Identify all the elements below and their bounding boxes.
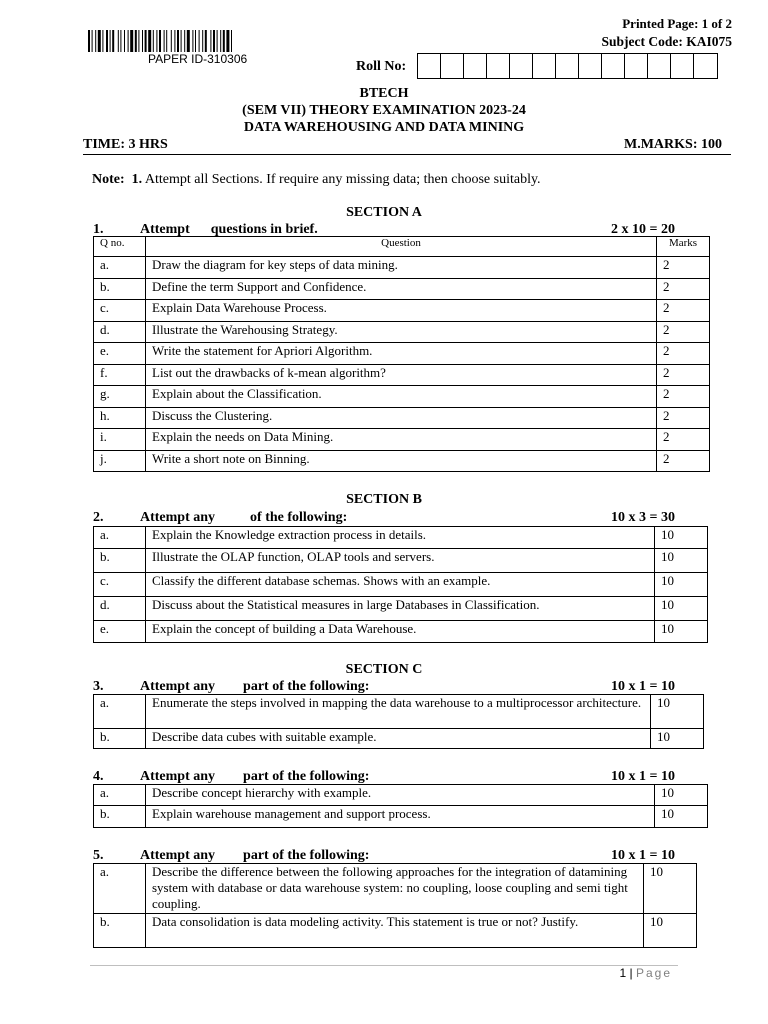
question-marks-cell: 2: [657, 321, 710, 343]
roll-no-digit-box[interactable]: [579, 54, 602, 78]
table-row: [94, 597, 708, 621]
question-letter: a.: [94, 864, 146, 914]
section-a-table: [93, 236, 710, 472]
question-text: Enumerate the steps involved in mapping the data warehouse to a multiprocessor architecture.: [146, 695, 651, 729]
question-text: Discuss about the Statistical measures in large Databases in Classification.: [146, 597, 655, 621]
question-text: Write a short note on Binning.: [146, 450, 657, 472]
question-text: Explain the Knowledge extraction process in details.: [146, 527, 655, 549]
question-letter: e.: [94, 621, 146, 643]
question-marks-cell: 2: [657, 386, 710, 408]
question-marks-cell: 2: [657, 364, 710, 386]
question-text: Write the statement for Apriori Algorithm.: [146, 343, 657, 365]
question-letter: c.: [94, 573, 146, 597]
question-instruction: Attempt any part of the following:: [140, 679, 370, 694]
question-marks-cell: 10: [644, 864, 697, 914]
table-row: [94, 806, 708, 828]
question-letter: e.: [94, 343, 146, 365]
question-letter: g.: [94, 386, 146, 408]
question-number: 4.: [93, 769, 104, 784]
barcode-image: [88, 30, 318, 52]
table-row: [94, 278, 710, 300]
table-row: [94, 257, 710, 279]
footer-divider: [90, 965, 678, 966]
table-row: [94, 300, 710, 322]
section-b-table: [93, 526, 708, 643]
roll-no-digit-box[interactable]: [625, 54, 648, 78]
question-letter: b.: [94, 914, 146, 948]
question-letter: b.: [94, 729, 146, 749]
exam-subject: DATA WAREHOUSING AND DATA MINING: [243, 120, 525, 135]
question-letter: a.: [94, 257, 146, 279]
section-c-title: SECTION C: [345, 662, 423, 677]
paper-id: PAPER ID-310306: [148, 52, 248, 66]
question-marks-cell: 10: [655, 785, 708, 806]
question-letter: a.: [94, 785, 146, 806]
subject-code-label: Subject Code: KAI075: [601, 34, 732, 49]
question-text: Classify the different database schemas. Shows with an example.: [146, 573, 655, 597]
question-letter: b.: [94, 806, 146, 828]
question-letter: h.: [94, 407, 146, 429]
question-letter: d.: [94, 597, 146, 621]
question-marks: 10 x 1 = 10: [611, 848, 675, 863]
question-letter: c.: [94, 300, 146, 322]
question-text: Data consolidation is data modeling activity. This statement is true or not? Justify.: [146, 914, 644, 948]
roll-no-digit-box[interactable]: [510, 54, 533, 78]
question-text: Define the term Support and Confidence.: [146, 278, 657, 300]
question-marks-cell: 2: [657, 257, 710, 279]
question-letter: d.: [94, 321, 146, 343]
question-number: 3.: [93, 679, 104, 694]
question-text: Explain warehouse management and support process.: [146, 806, 655, 828]
note-number: 1.: [131, 172, 143, 187]
roll-no-digit-box[interactable]: [694, 54, 717, 78]
section-b-title: SECTION B: [346, 492, 422, 507]
roll-no-digit-box[interactable]: [648, 54, 671, 78]
question-marks-cell: 2: [657, 407, 710, 429]
footer-page-number: 1: [619, 966, 627, 980]
note-text: Attempt all Sections. If require any missing data; then choose suitably.: [144, 172, 541, 187]
table-row: [94, 914, 697, 948]
question-letter: f.: [94, 364, 146, 386]
table-row: [94, 429, 710, 451]
table-row: [94, 785, 708, 806]
roll-no-digit-box[interactable]: [418, 54, 441, 78]
table-row: [94, 695, 704, 729]
table-row: [94, 729, 704, 749]
roll-no-digit-box[interactable]: [533, 54, 556, 78]
question-text: Describe concept hierarchy with example.: [146, 785, 655, 806]
question-marks-cell: 2: [657, 278, 710, 300]
col-header-marks: Marks: [657, 237, 710, 257]
table-row: [94, 450, 710, 472]
question-number: 1.: [93, 222, 104, 237]
question-text: Describe the difference between the following approaches for the integration of datamining system with database or data warehouse system: no coupling, loose coupling and semi tight coupling.: [146, 864, 644, 914]
section-a-title: SECTION A: [346, 205, 422, 220]
table-row: [94, 386, 710, 408]
roll-no-digit-box[interactable]: [556, 54, 579, 78]
footer-separator: |: [629, 966, 633, 980]
roll-no-boxes[interactable]: [417, 53, 718, 79]
roll-no-digit-box[interactable]: [487, 54, 510, 78]
question-text: List out the drawbacks of k-mean algorithm?: [146, 364, 657, 386]
question-instruction: Attempt any part of the following:: [140, 848, 370, 863]
question-text: Explain the needs on Data Mining.: [146, 429, 657, 451]
header-divider: [83, 154, 731, 155]
question-text: Draw the diagram for key steps of data mining.: [146, 257, 657, 279]
question-letter: b.: [94, 278, 146, 300]
question-marks-cell: 2: [657, 450, 710, 472]
question-marks-cell: 10: [651, 729, 704, 749]
col-header-question: Question: [146, 237, 657, 257]
question-text: Explain Data Warehouse Process.: [146, 300, 657, 322]
question-marks-cell: 2: [657, 429, 710, 451]
question-text: Describe data cubes with suitable example.: [146, 729, 651, 749]
question-marks: 10 x 3 = 30: [611, 510, 675, 525]
question-marks: 10 x 1 = 10: [611, 679, 675, 694]
printed-page-label: Printed Page: 1 of 2: [622, 16, 732, 31]
question-marks-cell: 10: [655, 597, 708, 621]
table-row: [94, 549, 708, 573]
question-letter: a.: [94, 695, 146, 729]
roll-no-digit-box[interactable]: [671, 54, 694, 78]
note: [92, 172, 541, 188]
question-marks: 2 x 10 = 20: [611, 222, 675, 237]
question-marks-cell: 10: [651, 695, 704, 729]
roll-no-digit-box[interactable]: [441, 54, 464, 78]
exam-time: TIME: 3 HRS: [83, 137, 168, 152]
question-5-table: [93, 863, 697, 948]
question-4-table: [93, 784, 708, 828]
question-letter: a.: [94, 527, 146, 549]
question-marks-cell: 10: [655, 549, 708, 573]
table-row: [94, 343, 710, 365]
question-marks-cell: 10: [655, 621, 708, 643]
question-number: 2.: [93, 510, 104, 525]
question-text: Explain about the Classification.: [146, 386, 657, 408]
question-text: Discuss the Clustering.: [146, 407, 657, 429]
question-3-table: [93, 694, 704, 749]
table-row: [94, 864, 697, 914]
question-number: 5.: [93, 848, 104, 863]
question-marks-cell: 10: [655, 573, 708, 597]
table-row: [94, 621, 708, 643]
page-footer: [619, 966, 672, 980]
question-instruction: Attempt questions in brief.: [140, 222, 318, 237]
question-letter: b.: [94, 549, 146, 573]
footer-page-word: Page: [635, 966, 672, 980]
question-instruction: Attempt any of the following:: [140, 510, 348, 525]
question-text: Illustrate the OLAP function, OLAP tools and servers.: [146, 549, 655, 573]
question-marks-cell: 10: [655, 806, 708, 828]
question-marks-cell: 2: [657, 343, 710, 365]
question-letter: i.: [94, 429, 146, 451]
question-text: Illustrate the Warehousing Strategy.: [146, 321, 657, 343]
table-row: [94, 321, 710, 343]
question-instruction: Attempt any part of the following:: [140, 769, 370, 784]
exam-max-marks: M.MARKS: 100: [624, 137, 722, 152]
roll-no-digit-box[interactable]: [602, 54, 625, 78]
roll-no-label: Roll No:: [356, 59, 407, 74]
table-row: [94, 364, 710, 386]
table-row: [94, 573, 708, 597]
table-row: [94, 407, 710, 429]
roll-no-digit-box[interactable]: [464, 54, 487, 78]
exam-program: BTECH: [359, 86, 409, 101]
question-marks: 10 x 1 = 10: [611, 769, 675, 784]
exam-title: (SEM VII) THEORY EXAMINATION 2023-24: [242, 103, 526, 118]
question-marks-cell: 2: [657, 300, 710, 322]
col-header-qno: Q no.: [94, 237, 146, 257]
question-letter: j.: [94, 450, 146, 472]
note-label: Note:: [92, 172, 125, 187]
question-marks-cell: 10: [644, 914, 697, 948]
question-text: Explain the concept of building a Data Warehouse.: [146, 621, 655, 643]
table-row: [94, 527, 708, 549]
question-marks-cell: 10: [655, 527, 708, 549]
